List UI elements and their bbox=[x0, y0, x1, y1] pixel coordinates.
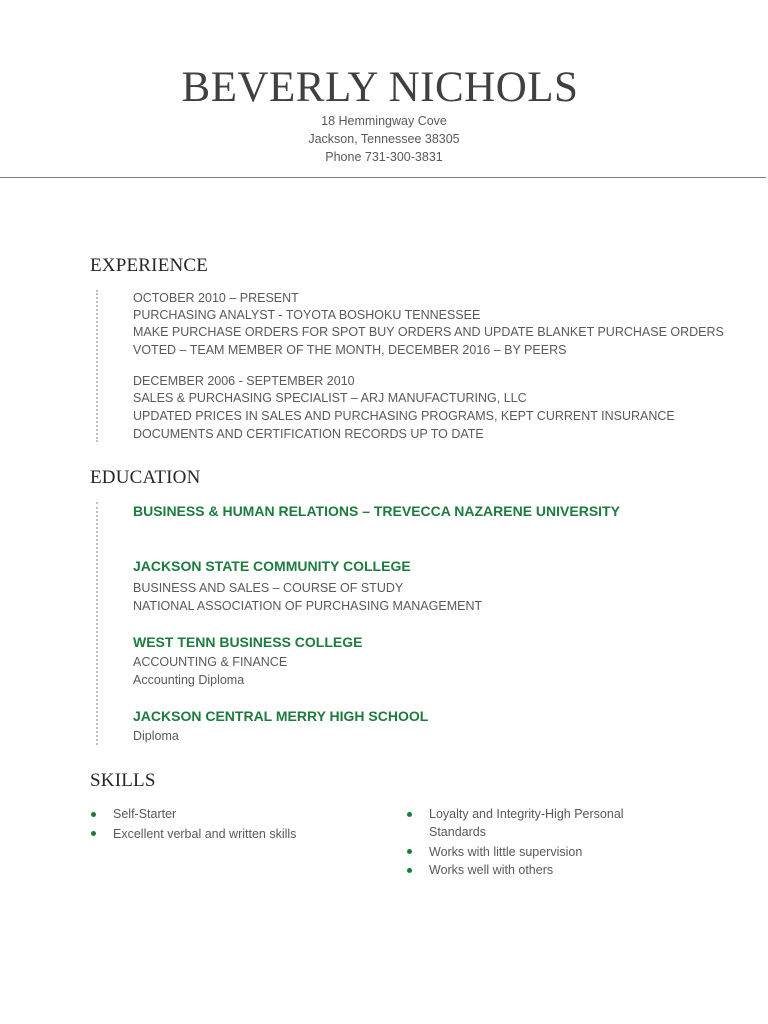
resume-header bbox=[0, 0, 768, 178]
skill-item: Self-Starter bbox=[113, 807, 177, 821]
header-divider bbox=[0, 177, 766, 178]
bullet-icon bbox=[407, 812, 412, 817]
school-name: WEST TENN BUSINESS COLLEGE bbox=[133, 634, 363, 650]
bullet-icon bbox=[91, 812, 96, 817]
job-1-position: PURCHASING ANALYST - TOYOTA BOSHOKU TENNESSEE bbox=[133, 308, 481, 322]
skill-item: Excellent verbal and written skills bbox=[113, 827, 297, 841]
bullet-icon bbox=[407, 849, 412, 854]
job-1-detail: MAKE PURCHASE ORDERS FOR SPOT BUY ORDERS AND UPDATE BLANKET PURCHASE ORDERS bbox=[133, 325, 724, 339]
skill-item: Loyalty and Integrity-High Personal Standards bbox=[429, 807, 624, 839]
contact-info bbox=[0, 112, 768, 166]
school-name: JACKSON CENTRAL MERRY HIGH SCHOOL bbox=[133, 708, 429, 724]
skills-heading: SKILLS bbox=[90, 770, 156, 791]
job-2-dates: DECEMBER 2006 - SEPTEMBER 2010 bbox=[133, 374, 355, 388]
bullet-icon bbox=[407, 868, 412, 873]
job-1-dates: OCTOBER 2010 – PRESENT bbox=[133, 291, 299, 305]
school-detail: Accounting Diploma bbox=[133, 673, 245, 687]
education-heading: EDUCATION bbox=[90, 467, 201, 488]
experience-heading: EXPERIENCE bbox=[90, 255, 209, 276]
school-detail: ACCOUNTING & FINANCE bbox=[133, 655, 288, 669]
candidate-name: BEVERLY NICHOLS bbox=[181, 64, 579, 111]
bullet-icon bbox=[91, 831, 96, 836]
school-detail: Diploma bbox=[133, 729, 179, 743]
school-name: BUSINESS & HUMAN RELATIONS – TREVECCA NAZARENE UNIVERSITY bbox=[133, 503, 620, 519]
skill-item: Works well with others bbox=[429, 863, 554, 877]
education-dotted-line bbox=[96, 502, 98, 745]
job-2-detail: UPDATED PRICES IN SALES AND PURCHASING PROGRAMS, KEPT CURRENT INSURANCE bbox=[133, 409, 675, 423]
address-line-1: 18 Hemmingway Cove bbox=[321, 114, 447, 128]
phone-number: Phone 731-300-3831 bbox=[325, 150, 443, 164]
school-name: JACKSON STATE COMMUNITY COLLEGE bbox=[133, 558, 411, 574]
address-line-2: Jackson, Tennessee 38305 bbox=[308, 132, 460, 146]
school-detail: BUSINESS AND SALES – COURSE OF STUDY bbox=[133, 581, 404, 595]
school-detail: NATIONAL ASSOCIATION OF PURCHASING MANAGEMENT bbox=[133, 599, 483, 613]
job-2-detail: DOCUMENTS AND CERTIFICATION RECORDS UP TO DATE bbox=[133, 427, 484, 441]
experience-dotted-line bbox=[96, 290, 98, 442]
job-1-detail: VOTED – TEAM MEMBER OF THE MONTH, DECEMBER 2016 – BY PEERS bbox=[133, 343, 567, 357]
job-2-position: SALES & PURCHASING SPECIALIST – ARJ MANUFACTURING, LLC bbox=[133, 391, 527, 405]
skill-item: Works with little supervision bbox=[429, 845, 583, 859]
